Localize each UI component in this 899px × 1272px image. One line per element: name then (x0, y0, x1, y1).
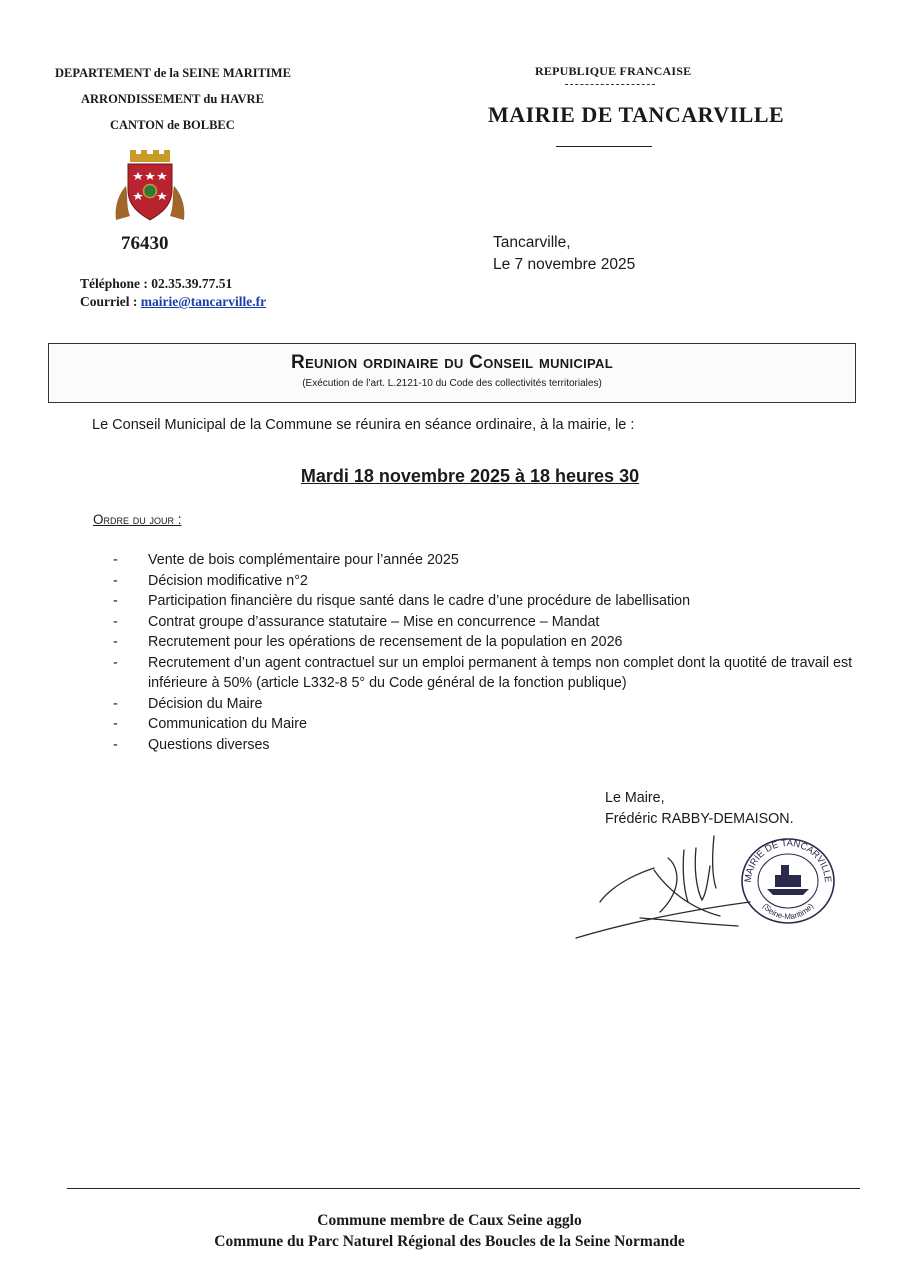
list-item (113, 694, 858, 715)
place: Tancarville, (493, 234, 571, 251)
phone-line (80, 275, 266, 293)
intro-text: Le Conseil Municipal de la Commune se réunira en séance ordinaire, à la mairie, le : (92, 417, 635, 433)
agenda-item-text: Communication du Maire (148, 716, 307, 732)
mairie-title: MAIRIE DE TANCARVILLE (488, 102, 785, 127)
agenda-list (113, 550, 858, 755)
email-label: Courriel : (80, 294, 138, 309)
arrondissement-line: ARRONDISSEMENT du HAVRE (81, 92, 264, 106)
phone-number: 02.35.39.77.51 (151, 276, 233, 291)
contact-block (80, 275, 266, 311)
place-date (493, 232, 635, 276)
svg-text:MAIRIE DE TANCARVILLE: MAIRIE DE TANCARVILLE (742, 837, 834, 883)
list-bullet: - (113, 572, 118, 589)
handwritten-signature-icon (570, 830, 755, 945)
postal-code: 76430 (121, 233, 169, 254)
mayor-name: Frédéric RABBY-DEMAISON. (605, 810, 794, 827)
letter-date: Le 7 novembre 2025 (493, 256, 636, 273)
republique-divider (565, 84, 655, 85)
footer-divider (67, 1188, 860, 1189)
meeting-banner (48, 343, 856, 403)
banner-title: Reunion ordinaire du Conseil municipal (291, 352, 613, 373)
list-bullet: - (113, 654, 118, 671)
list-bullet: - (113, 736, 118, 753)
list-item (113, 735, 858, 756)
email-link[interactable]: mairie@tancarville.fr (140, 294, 267, 309)
agenda-item-text: Décision du Maire (148, 695, 263, 712)
phone-label: Téléphone : (80, 276, 148, 291)
list-item (113, 591, 858, 612)
agenda-item-text: Recrutement pour les opérations de recensement de la population en 2026 (148, 634, 623, 650)
list-item (113, 632, 858, 653)
footer-line-1: Commune membre de Caux Seine agglo (317, 1212, 582, 1229)
department-line: DEPARTEMENT de la SEINE MARITIME (55, 66, 291, 80)
list-bullet: - (113, 552, 118, 568)
agenda-item-text: Décision modificative n°2 (148, 572, 308, 589)
list-bullet: - (113, 613, 118, 630)
agenda-item-text: Contrat groupe d’assurance statutaire – Mise en concurrence – Mandat (148, 613, 600, 630)
email-line (80, 293, 266, 311)
mayor-title: Le Maire, (605, 790, 665, 806)
canton-line: CANTON de BOLBEC (110, 118, 235, 132)
list-item (113, 612, 858, 633)
list-item (113, 550, 858, 571)
signature-block (605, 788, 794, 829)
list-bullet: - (113, 695, 118, 712)
agenda-item-text: Recrutement d’un agent contractuel sur un emploi permanent à temps non complet dont la quotité de travail est inférieure à 50% (article L332-8 5° du Code général de la fonction publique) (148, 654, 853, 691)
agenda-item-text: Questions diverses (148, 736, 270, 753)
list-item (113, 653, 858, 694)
mairie-divider (556, 146, 652, 147)
list-item (113, 571, 858, 592)
list-bullet: - (113, 634, 118, 650)
agenda-item-text: Vente de bois complémentaire pour l’année 2025 (148, 552, 459, 568)
mairie-stamp-icon (737, 833, 839, 928)
republique-francaise: REPUBLIQUE FRANCAISE (535, 64, 692, 78)
footer-line-2: Commune du Parc Naturel Régional des Boucles de la Seine Normande (214, 1233, 685, 1250)
banner-subtitle: (Exécution de l’art. L.2121-10 du Code des collectivités territoriales) (302, 378, 602, 389)
svg-text:(Seine-Maritime): (Seine-Maritime) (760, 901, 816, 922)
agenda-item-text: Participation financière du risque santé dans le cadre d’une procédure de labellisation (148, 593, 691, 609)
agenda-title: Ordre du jour : (93, 512, 182, 527)
list-item (113, 714, 858, 735)
coat-of-arms-icon (112, 150, 188, 226)
meeting-date: Mardi 18 novembre 2025 à 18 heures 30 (300, 466, 640, 486)
list-bullet: - (113, 716, 118, 732)
list-bullet: - (113, 593, 118, 609)
